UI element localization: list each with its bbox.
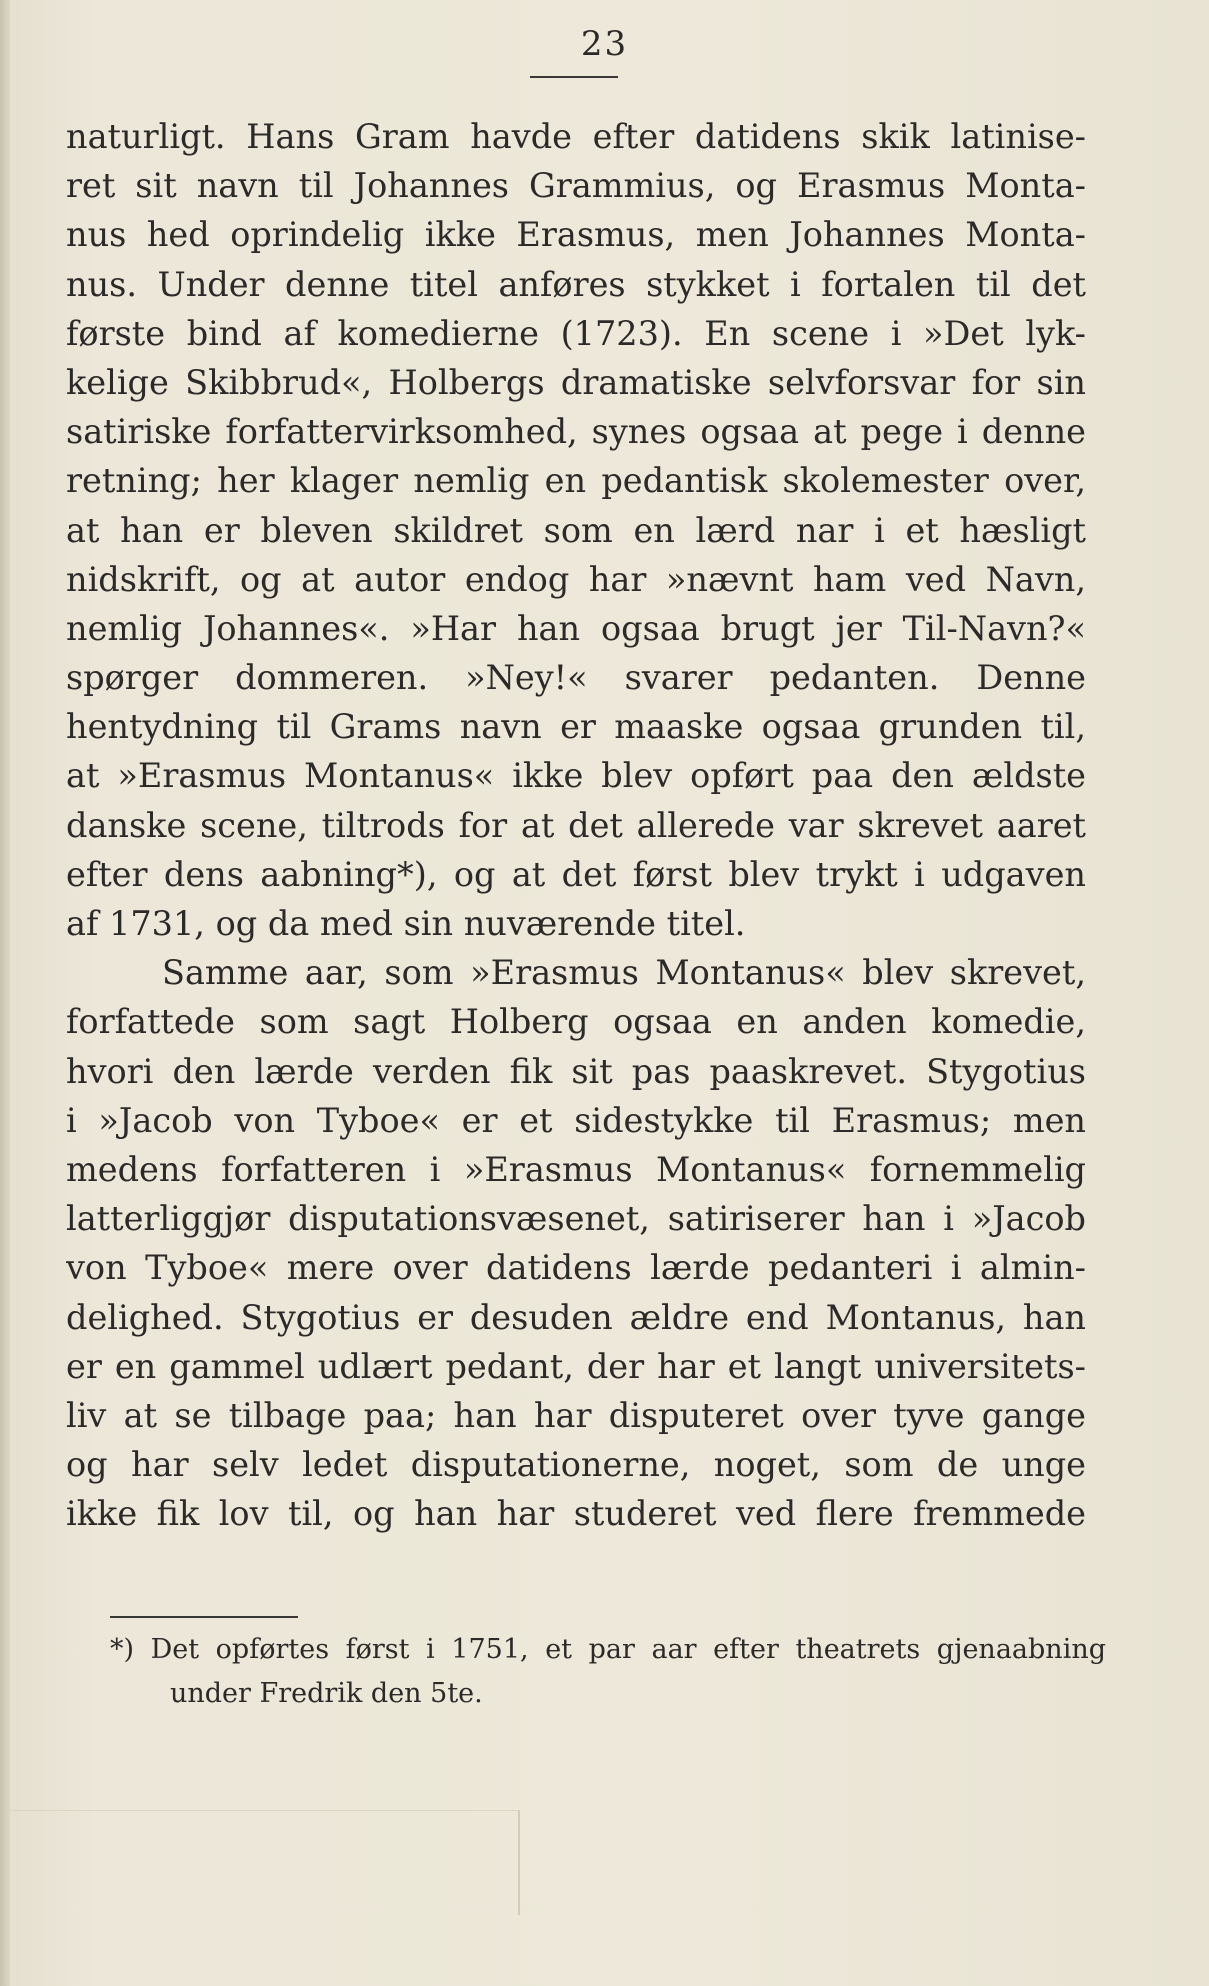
text-line: og har selv ledet disputationerne, noget, som de unge — [66, 1445, 1086, 1485]
text-line: første bind af komedierne (1723). En scene i »Det lyk- — [66, 313, 1086, 353]
text-line: ikke fik lov til, og han har studeret ved flere fremmede — [66, 1494, 1086, 1534]
text-line: ret sit navn til Johannes Grammius, og Erasmus Monta- — [66, 166, 1086, 206]
text-line-paragraph-end: af 1731, og da med sin nuværende titel. — [66, 904, 746, 943]
text-line: von Tyboe« mere over datidens lærde pedanteri i almin- — [66, 1248, 1086, 1288]
footnote-rule — [110, 1616, 298, 1618]
text-line: nus. Under denne titel anføres stykket i fortalen til det — [66, 264, 1086, 304]
body-text — [66, 112, 1086, 1538]
text-line: forfattede som sagt Holberg ogsaa en anden komedie, — [66, 1002, 1086, 1042]
text-line: nus hed oprindelig ikke Erasmus, men Johannes Monta- — [66, 215, 1086, 255]
text-line: liv at se tilbage paa; han har disputeret over tyve gange — [66, 1395, 1086, 1435]
text-line: medens forfatteren i »Erasmus Montanus« fornemmelig — [66, 1149, 1086, 1189]
text-line: nemlig Johannes«. »Har han ogsaa brugt jer Til-Navn?« — [66, 608, 1086, 648]
text-line: latterliggjør disputationsvæsenet, satiriserer han i »Jacob — [66, 1199, 1086, 1239]
text-line: at han er bleven skildret som en lærd nar i et hæsligt — [66, 510, 1086, 550]
text-line: i »Jacob von Tyboe« er et sidestykke til Erasmus; men — [66, 1100, 1086, 1140]
text-line: danske scene, tiltrods for at det allerede var skrevet aaret — [66, 805, 1086, 845]
text-line: hentydning til Grams navn er maaske ogsaa grunden til, — [66, 707, 1086, 747]
footnote-line: under Fredrik den 5te. — [170, 1678, 483, 1709]
text-line: delighed. Stygotius er desuden ældre end Montanus, han — [66, 1297, 1086, 1337]
text-line: spørger dommeren. »Ney!« svarer pedanten. Denne — [66, 658, 1086, 698]
page-number-rule — [530, 76, 618, 78]
text-line: at »Erasmus Montanus« ikke blev opført paa den ældste — [66, 756, 1086, 796]
footnote — [110, 1628, 1106, 1716]
text-line: nidskrift, og at autor endog har »nævnt ham ved Navn, — [66, 559, 1086, 599]
text-line: kelige Skibbrud«, Holbergs dramatiske selvforsvar for sin — [66, 362, 1086, 402]
footnote-line: *) Det opførtes først i 1751, et par aar efter theatrets gjenaabning — [110, 1634, 1106, 1665]
text-line: naturligt. Hans Gram havde efter datidens skik latinise- — [66, 117, 1086, 156]
faint-stamp-outline — [10, 1810, 520, 1915]
text-line: satiriske forfattervirksomhed, synes ogsaa at pege i denne — [66, 412, 1086, 452]
page-number: 23 — [580, 24, 629, 64]
page-left-edge — [0, 0, 10, 1986]
text-line: efter dens aabning*), og at det først blev trykt i udgaven — [66, 854, 1086, 894]
text-line: hvori den lærde verden fik sit pas paaskrevet. Stygotius — [66, 1051, 1086, 1091]
text-line: er en gammel udlært pedant, der har et langt universitets- — [66, 1346, 1086, 1386]
text-line-paragraph-start: Samme aar, som »Erasmus Montanus« blev skrevet, — [162, 953, 1086, 993]
text-line: retning; her klager nemlig en pedantisk skolemester over, — [66, 461, 1086, 501]
